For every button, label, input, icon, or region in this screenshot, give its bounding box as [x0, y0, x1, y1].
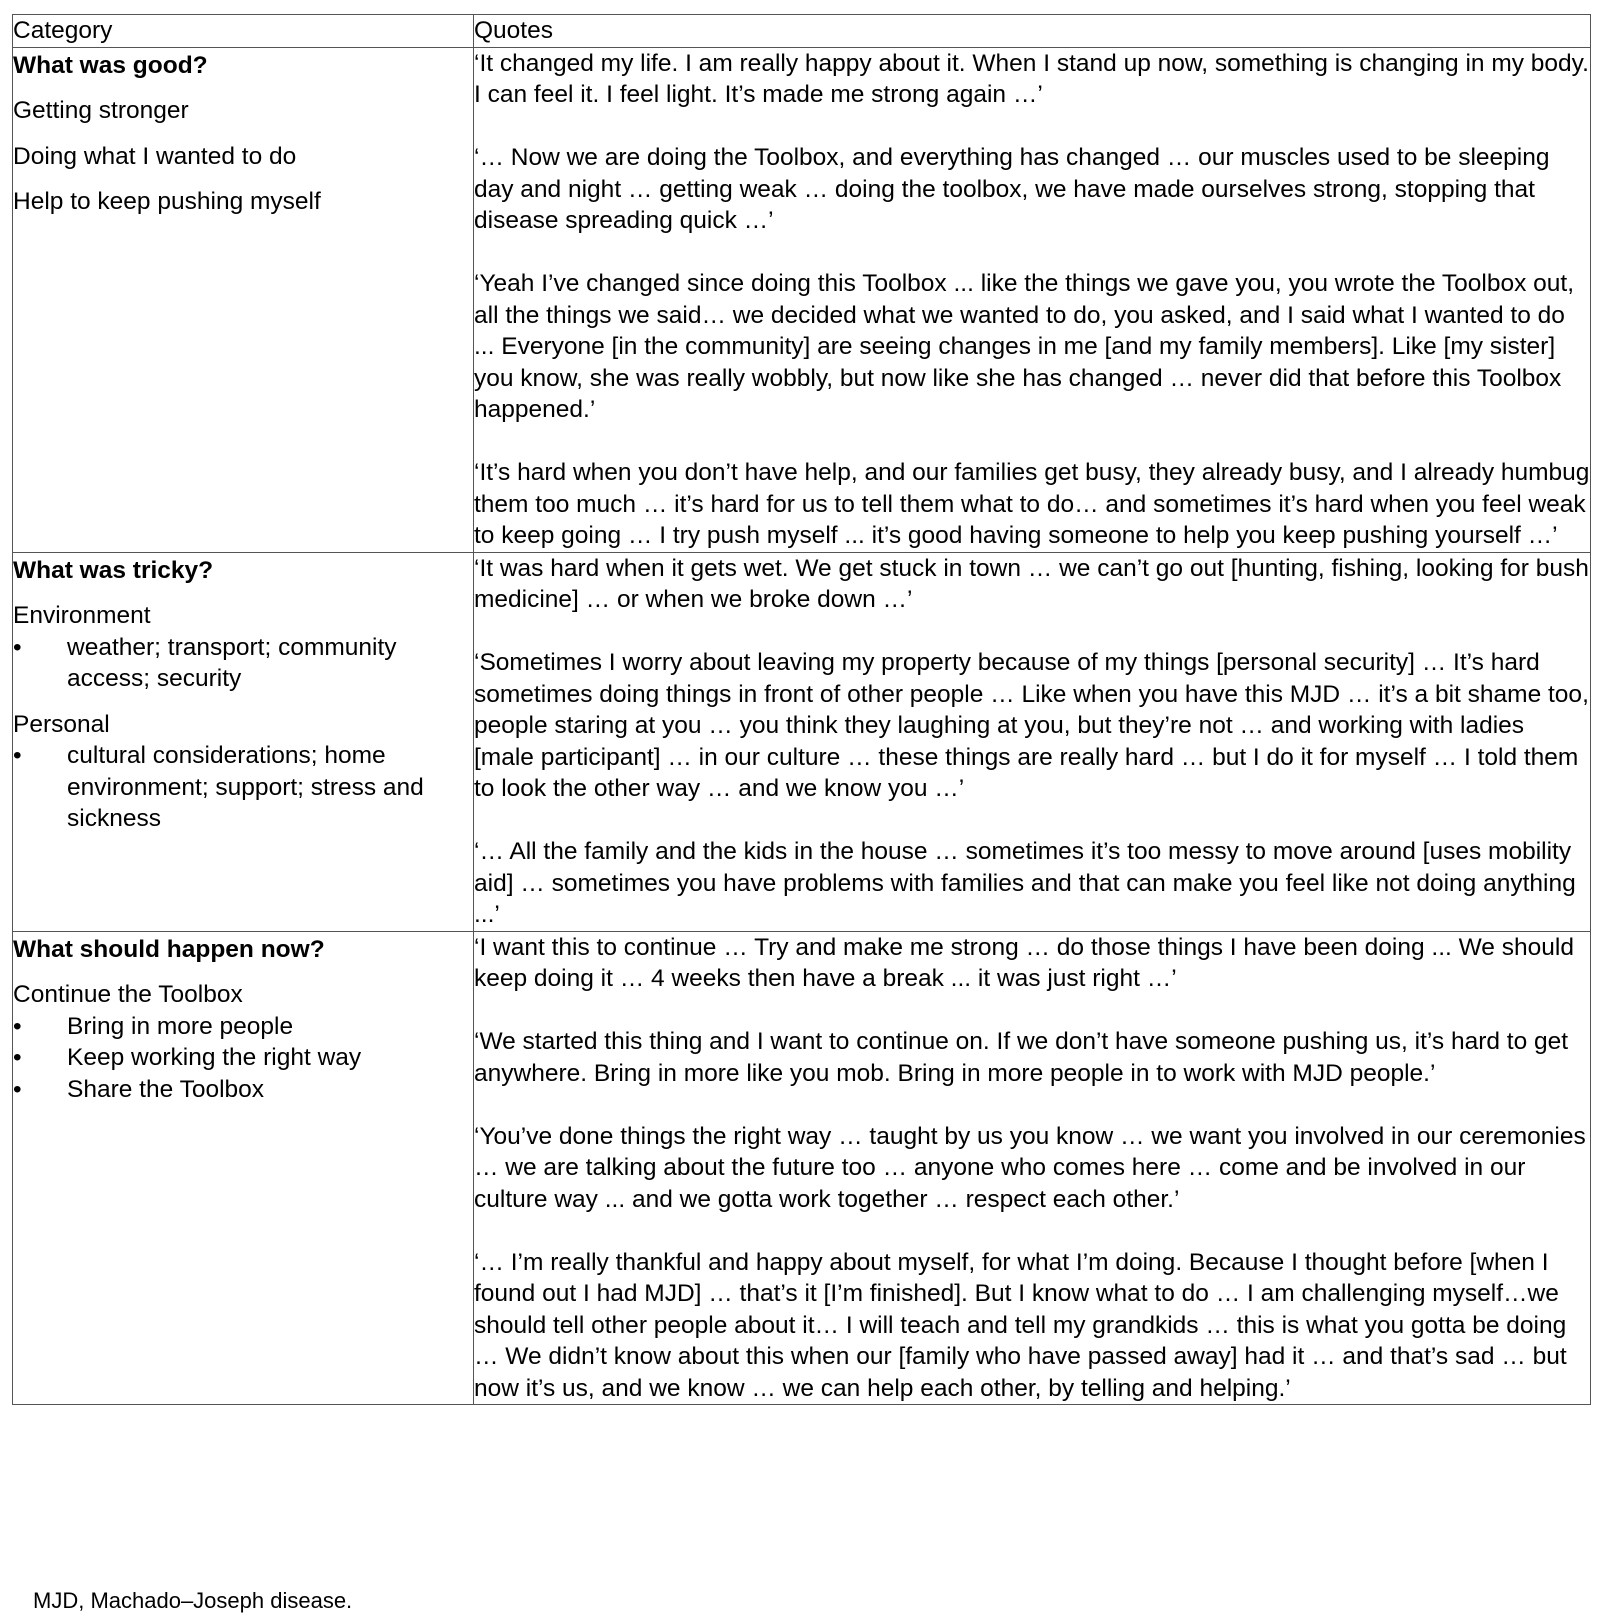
- bullet-item: • cultural considerations; home environment; support; stress and sickness: [13, 740, 473, 835]
- bullet-list: [13, 1011, 473, 1106]
- quote: ‘Sometimes I worry about leaving my property because of my things [personal security] … It’s hard sometimes doing things in front of other people … Like when you have this MJD … it’s a bit shame too, people staring at you … you think they laughing at you, but they’re not … and working with ladies [male participant] … in our culture … these things are really hard … but I do it for myself … I told them to look the other way … and we know you …’: [474, 649, 1589, 802]
- category-title: What was tricky?: [13, 556, 214, 584]
- category-cell: [13, 931, 474, 1405]
- category-title: What was good?: [13, 51, 208, 79]
- bullet-item: • weather; transport; community access; security: [13, 632, 473, 695]
- quote: ‘… All the family and the kids in the house … sometimes it’s too messy to move around [uses mobility aid] … sometimes you have problems with families and that can make you feel like not doing anything ...’: [474, 838, 1576, 928]
- table-row-tricky: [13, 552, 1591, 931]
- category-group-label: Environment: [13, 602, 151, 629]
- bullet-item: • Bring in more people: [13, 1011, 473, 1043]
- category-cell: [13, 47, 474, 552]
- quote: ‘… I’m really thankful and happy about myself, for what I’m doing. Because I thought before [when I found out I had MJD] … that’s it [I’m finished]. But I know what to do … I am challenging myself…we should tell other people about it… I will teach and tell my grandkids … this is what you gotta be doing … We didn’t know about this when our [family who have passed away] had it … and that’s sad … but now it’s us, and we know … we can help each other, by telling and helping.’: [474, 1248, 1567, 1402]
- table-row-next: [13, 931, 1591, 1405]
- bullet-list: [13, 740, 473, 835]
- category-item: Getting stronger: [13, 97, 189, 124]
- quote: ‘It’s hard when you don’t have help, and our families get busy, they already busy, and I already humbug them too much … it’s hard for us to tell them what to do… and sometimes it’s hard when you feel weak to keep going … I try push myself ... it’s good having someone to help you keep pushing yourself …’: [474, 459, 1590, 549]
- quote: ‘I want this to continue … Try and make me strong … do those things I have been doing ... We should keep doing it … 4 weeks then have a break ... it was just right …’: [474, 933, 1574, 992]
- quotes-header: Quotes: [474, 15, 1591, 48]
- quotes-cell: [474, 931, 1591, 1405]
- bullet-item: • Keep working the right way: [13, 1042, 473, 1074]
- category-title: What should happen now?: [13, 935, 325, 963]
- quotes-cell: [474, 47, 1591, 552]
- quotes-table: [12, 14, 1591, 1405]
- quote: ‘You’ve done things the right way … taught by us you know … we want you involved in our ceremonies … we are talking about the future too … anyone who comes here … come and be involved in our culture way ... and we gotta work together … respect each other.’: [474, 1122, 1586, 1213]
- bullet-item: • Share the Toolbox: [13, 1074, 473, 1106]
- quote: ‘… Now we are doing the Toolbox, and everything has changed … our muscles used to be sleeping day and night … getting weak … doing the toolbox, we have made ourselves strong, stopping that disease spreading quick …’: [474, 144, 1550, 234]
- quote: ‘Yeah I’ve changed since doing this Toolbox ... like the things we gave you, you wrote the Toolbox out, all the things we said… we decided what we wanted to do, you asked, and I said what I wanted to do ... Everyone [in the community] are seeing changes in me [and my family members]. Like [my sister] you know, she was really wobbly, but now like she has changed … never did that before this Toolbox happened.’: [474, 270, 1575, 423]
- bullet-list: [13, 632, 473, 695]
- table-row-good: [13, 47, 1591, 552]
- quote: ‘We started this thing and I want to continue on. If we don’t have someone pushing us, it’s hard to get anywhere. Bring in more like you mob. Bring in more people in to work with MJD people.’: [474, 1028, 1569, 1087]
- category-group-label: Continue the Toolbox: [13, 981, 243, 1008]
- category-cell: [13, 552, 474, 931]
- quote: ‘It changed my life. I am really happy about it. When I stand up now, something is changing in my body. I can feel it. I feel light. It’s made me strong again …’: [474, 49, 1589, 108]
- quotes-cell: [474, 552, 1591, 931]
- table-footnote: MJD, Machado–Joseph disease.: [33, 1588, 353, 1613]
- category-item: Help to keep pushing myself: [13, 188, 321, 215]
- quote: ‘It was hard when it gets wet. We get stuck in town … we can’t go out [hunting, fishing, looking for bush medicine] … or when we broke down …’: [474, 554, 1589, 613]
- category-header: Category: [13, 15, 474, 48]
- header-row: [13, 15, 1591, 48]
- category-group-label: Personal: [13, 710, 110, 738]
- category-item: Doing what I wanted to do: [13, 142, 297, 170]
